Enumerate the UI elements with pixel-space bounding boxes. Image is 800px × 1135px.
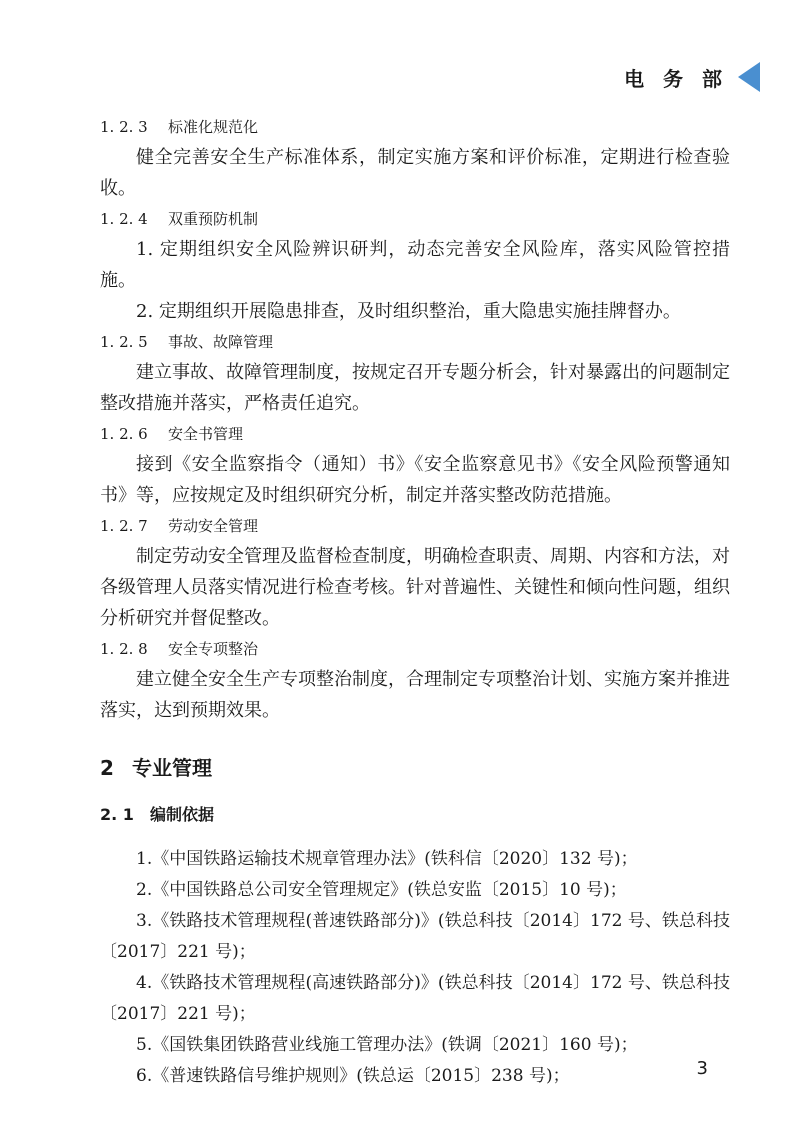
section-heading: [100, 206, 730, 232]
section-number: 1. 2. 3: [100, 118, 148, 136]
reference-item: 6.《普速铁路信号维护规则》(铁总运〔2015〕238 号)；: [136, 1066, 570, 1086]
section-title: 安全专项整治: [168, 640, 259, 658]
chapter-title: 专业管理: [132, 756, 212, 780]
paragraph: 2. 定期组织开展隐患排查，及时组织整治，重大隐患实施挂牌督办。: [136, 301, 681, 322]
section-heading: [100, 636, 730, 662]
section-1-2-8: [100, 636, 730, 726]
section-number: 1. 2. 6: [100, 425, 148, 443]
section-heading: [100, 513, 730, 539]
subsection-number: 2. 1: [100, 805, 134, 824]
section-1-2-7: [100, 513, 730, 634]
section-1-2-4: [100, 206, 730, 327]
subsection-title: 编制依据: [150, 805, 215, 824]
section-1-2-3: [100, 114, 730, 204]
triangle-marker-icon: [738, 62, 760, 92]
document-body: [100, 112, 730, 1092]
paragraph: 建立事故、故障管理制度，按规定召开专题分析会，针对暴露出的问题制定整改措施并落实，严格责任追究。: [100, 362, 730, 414]
chapter-heading: [100, 748, 730, 788]
section-number: 1. 2. 7: [100, 517, 148, 535]
section-1-2-5: [100, 329, 730, 419]
section-title: 事故、故障管理: [168, 333, 274, 351]
reference-item: 5.《国铁集团铁路营业线施工管理办法》(铁调〔2021〕160 号)；: [136, 1035, 638, 1055]
paragraph: 健全完善安全生产标准体系，制定实施方案和评价标准，定期进行检查验收。: [100, 147, 730, 199]
section-number: 1. 2. 4: [100, 210, 148, 228]
section-number: 1. 2. 5: [100, 333, 148, 351]
section-heading: [100, 114, 730, 140]
running-header: [624, 62, 760, 92]
paragraph: 建立健全安全生产专项整治制度，合理制定专项整治计划、实施方案并推进落实，达到预期效果。: [100, 669, 730, 721]
reference-item: 3.《铁路技术管理规程(普速铁路部分)》(铁总科技〔2014〕172 号、铁总科技〔2017〕221 号)；: [100, 911, 730, 962]
reference-list: [100, 844, 730, 1092]
section-title: 劳动安全管理: [168, 517, 259, 535]
reference-item: 1.《中国铁路运输技术规章管理办法》(铁科信〔2020〕132 号)；: [136, 849, 638, 869]
paragraph: 接到《安全监察指令（通知）书》《安全监察意见书》《安全风险预警通知书》等，应按规定及时组织研究分析，制定并落实整改防范措施。: [100, 454, 730, 506]
reference-item: 2.《中国铁路总公司安全管理规定》(铁总安监〔2015〕10 号)；: [136, 880, 627, 900]
section-title: 安全书管理: [168, 425, 244, 443]
section-1-2-6: [100, 421, 730, 511]
chapter-number: 2: [100, 756, 114, 780]
chapter-header-title: 电 务 部: [624, 66, 728, 91]
subsection-heading: [100, 800, 730, 830]
section-heading: [100, 421, 730, 447]
section-title: 双重预防机制: [168, 210, 259, 228]
page-number: 3: [696, 1058, 708, 1079]
paragraph: 1. 定期组织安全风险辨识研判，动态完善安全风险库，落实风险管控措施。: [100, 239, 730, 291]
paragraph: 制定劳动安全管理及监督检查制度，明确检查职责、周期、内容和方法，对各级管理人员落实情况进行检查考核。针对普遍性、关键性和倾向性问题，组织分析研究并督促整改。: [100, 546, 730, 629]
reference-item: 4.《铁路技术管理规程(高速铁路部分)》(铁总科技〔2014〕172 号、铁总科技〔2017〕221 号)；: [100, 973, 730, 1024]
section-title: 标准化规范化: [168, 118, 259, 136]
section-number: 1. 2. 8: [100, 640, 148, 658]
section-heading: [100, 329, 730, 355]
